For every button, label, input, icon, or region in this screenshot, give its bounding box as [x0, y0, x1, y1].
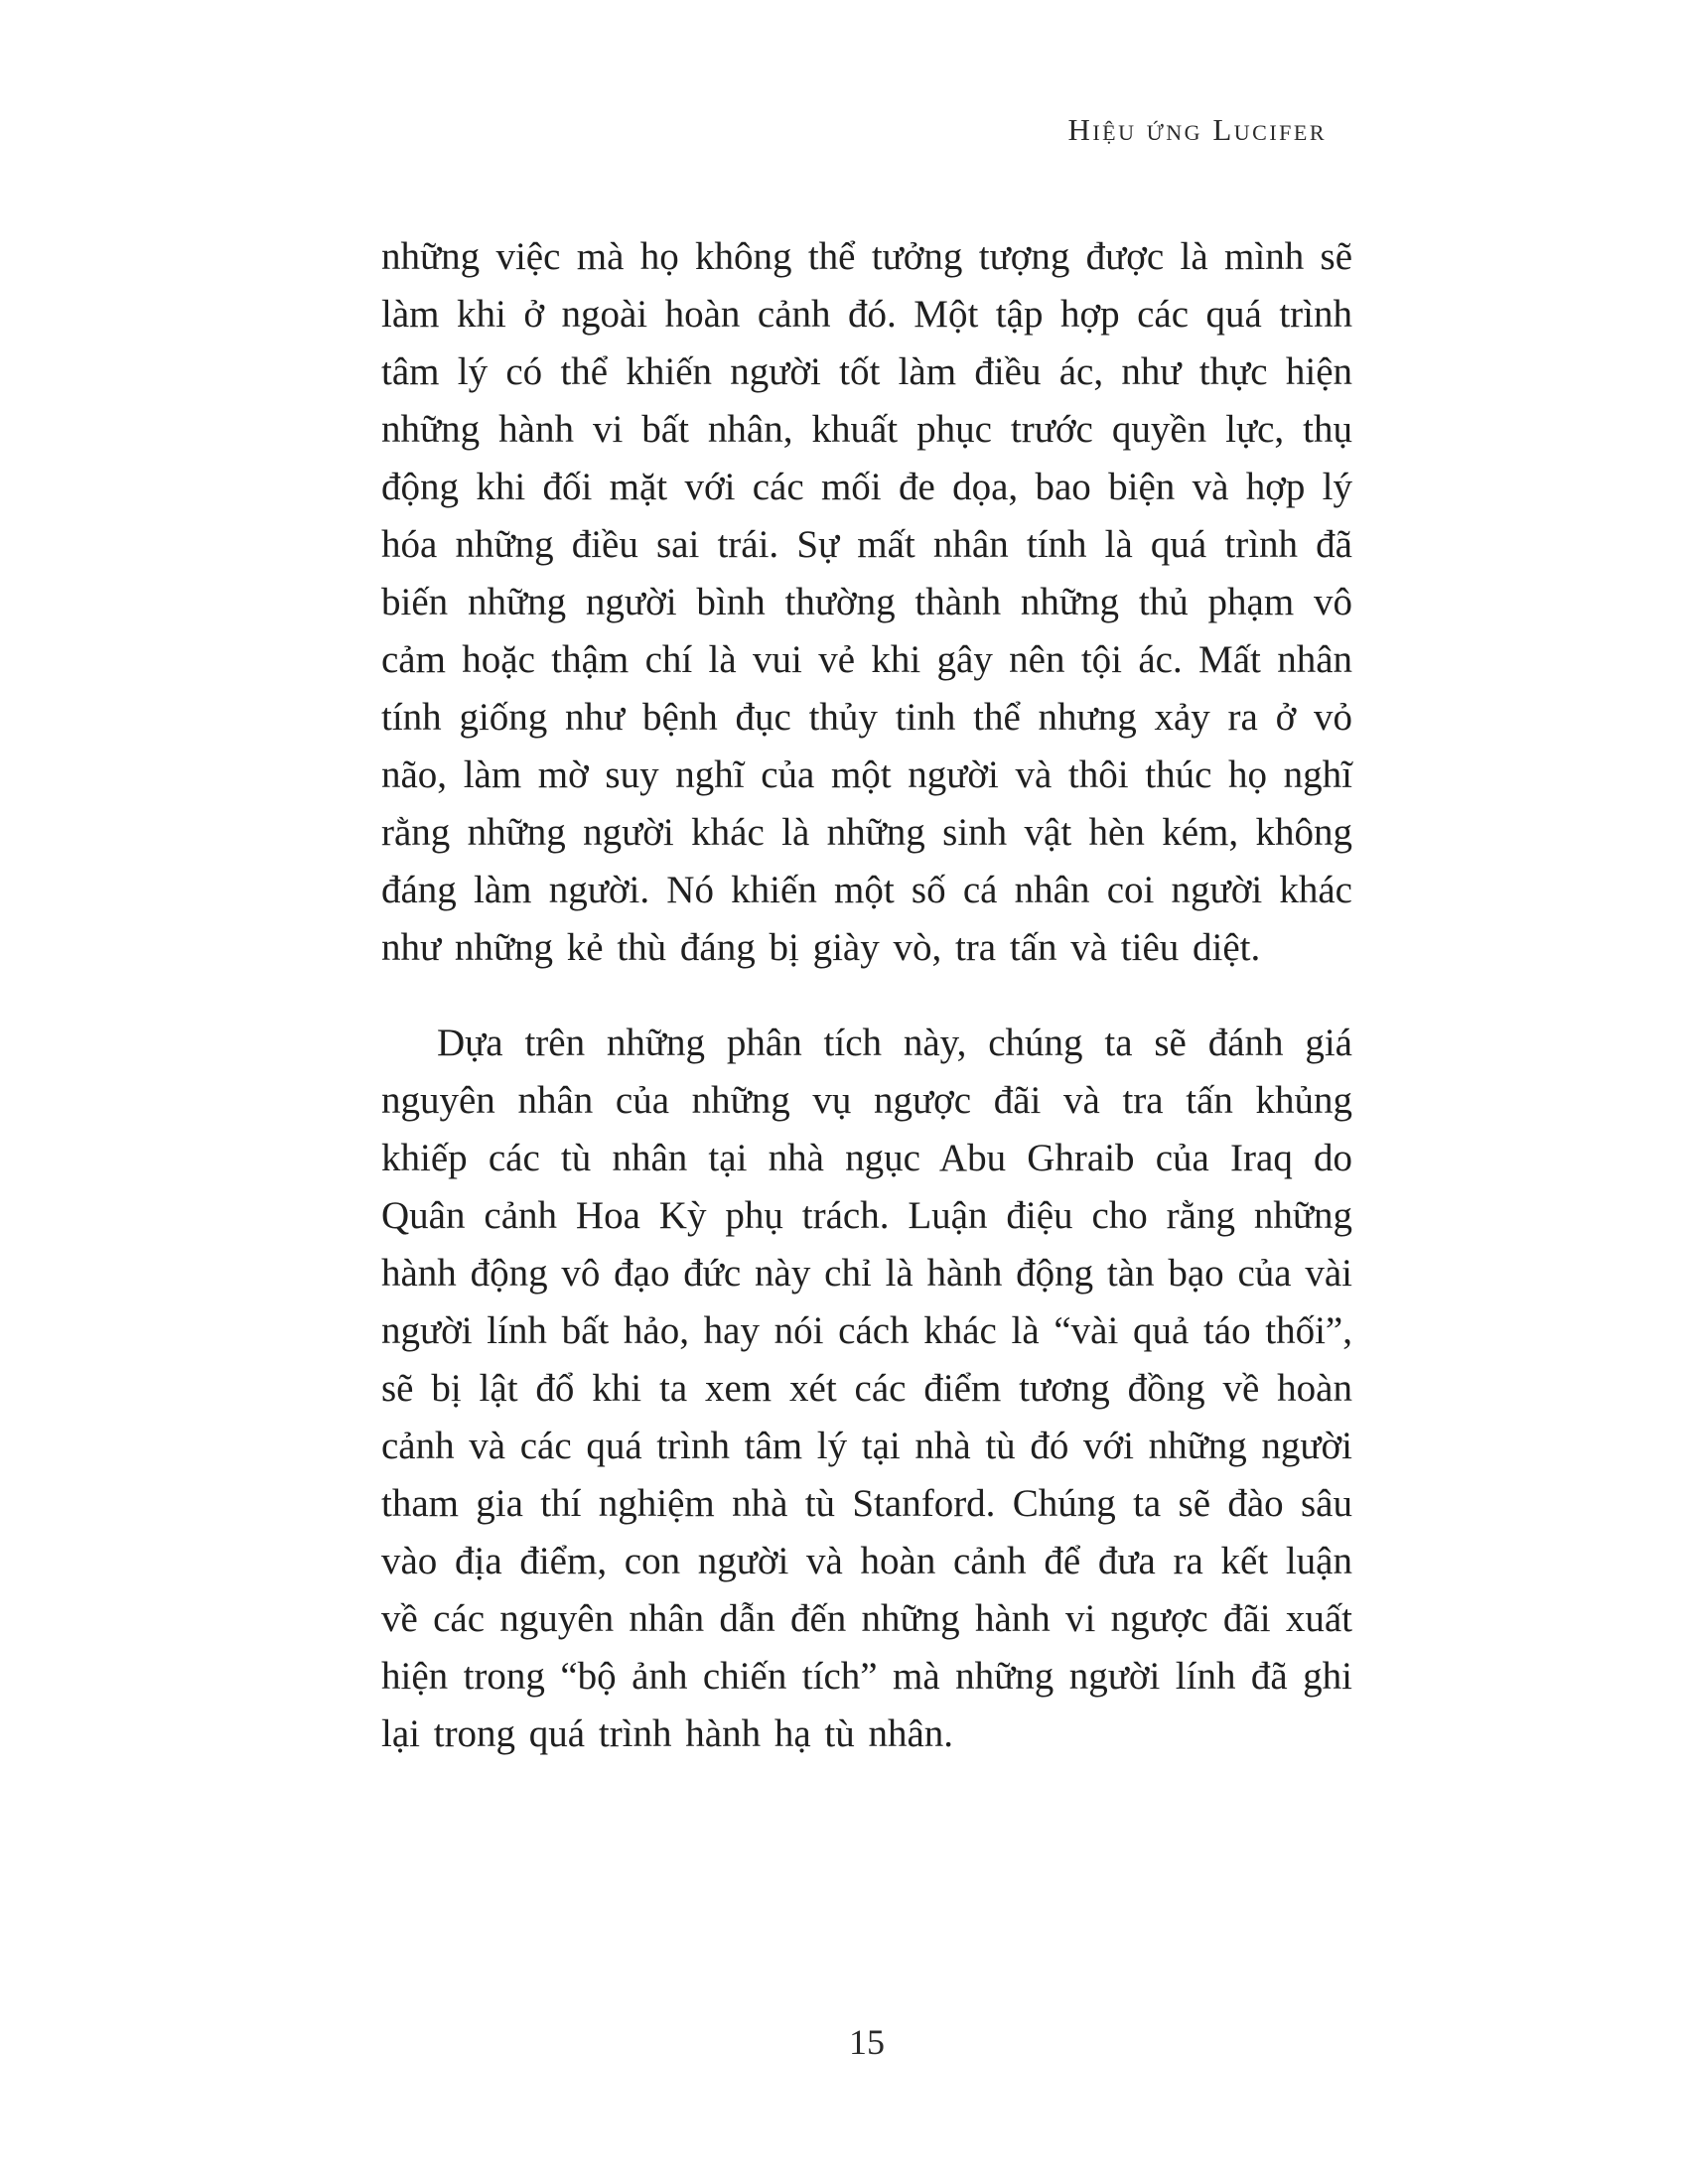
body-text — [381, 228, 1352, 1763]
running-head: Hiệu ứng Lucifer — [1067, 112, 1327, 147]
paragraph: những việc mà họ không thể tưởng tượng được là mình sẽ làm khi ở ngoài hoàn cảnh đó. Một tập hợp các quá trình tâm lý có thể khiến người tốt làm điều ác, như thực hiện những hành vi bất nhân, khuất phục trước quyền lực, thụ động khi đối mặt với các mối đe dọa, bao biện và hợp lý hóa những điều sai trái. Sự mất nhân tính là quá trình đã biến những người bình thường thành những thủ phạm vô cảm hoặc thậm chí là vui vẻ khi gây nên tội ác. Mất nhân tính giống như bệnh đục thủy tinh thể nhưng xảy ra ở vỏ não, làm mờ suy nghĩ của một người và thôi thúc họ nghĩ rằng những người khác là những sinh vật hèn kém, không đáng làm người. Nó khiến một số cá nhân coi người khác như những kẻ thù đáng bị giày vò, tra tấn và tiêu diệt. — [381, 235, 1352, 969]
paragraph: Dựa trên những phân tích này, chúng ta sẽ đánh giá nguyên nhân của những vụ ngược đãi và tra tấn khủng khiếp các tù nhân tại nhà ngục Abu Ghraib của Iraq do Quân cảnh Hoa Kỳ phụ trách. Luận điệu cho rằng những hành động vô đạo đức này chỉ là hành động tàn bạo của vài người lính bất hảo, hay nói cách khác là “vài quả táo thối”, sẽ bị lật đổ khi ta xem xét các điểm tương đồng về hoàn cảnh và các quá trình tâm lý tại nhà tù đó với những người tham gia thí nghiệm nhà tù Stanford. Chúng ta sẽ đào sâu vào địa điểm, con người và hoàn cảnh để đưa ra kết luận về các nguyên nhân dẫn đến những hành vi ngược đãi xuất hiện trong “bộ ảnh chiến tích” mà những người lính đã ghi lại trong quá trình hành hạ tù nhân. — [381, 1022, 1352, 1755]
page-number: 15 — [849, 2022, 885, 2062]
text-block — [381, 111, 1352, 1763]
